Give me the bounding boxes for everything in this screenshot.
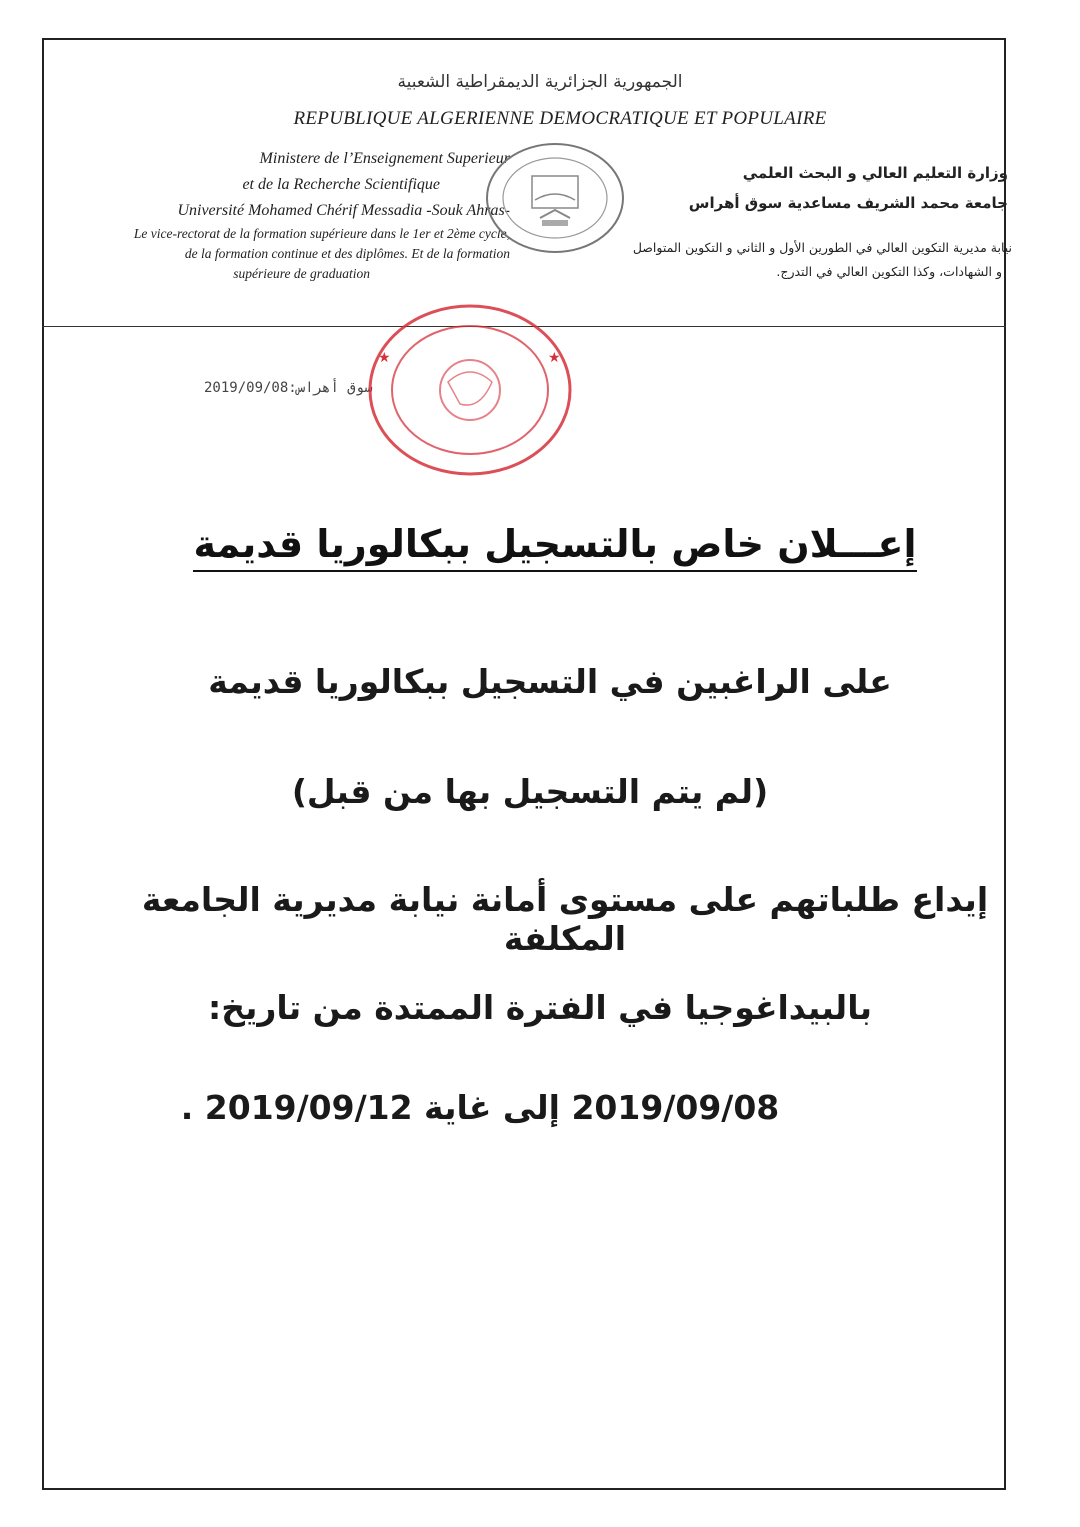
fr-vice-line-2: de la formation continue et des diplômes. Et de la formation: [184, 246, 510, 261]
fr-university-line: Université Mohamed Chérif Messadia -Souk Ahras-: [177, 202, 510, 219]
fr-vice-line-1: Le vice-rectorat de la formation supérieure dans le 1er et 2ème cycle,: [133, 226, 510, 241]
fr-ministry-line-2: et de la Recherche Scientifique: [242, 176, 440, 193]
fr-vice-line-3: supérieure de graduation: [233, 266, 370, 281]
fr-header-block: [60, 146, 510, 284]
ar-ministry-line: وزارة التعليم العالي و البحث العلمي: [742, 164, 1008, 182]
announcement-line-5: 2019/09/08 إلى غاية 2019/09/12 .: [180, 1088, 780, 1127]
svg-text:★: ★: [378, 350, 391, 366]
announcement-line-1: على الراغبين في التسجيل ببكالوريا قديمة: [208, 662, 892, 701]
svg-text:★: ★: [548, 350, 561, 366]
ar-vice-line-2: و الشهادات، وكذا التكوين العالي في التدرج.: [776, 264, 1002, 279]
ar-vice-line-1: نيابة مديرية التكوين العالي في الطورين الأول و الثاني و التكوين المتواصل: [632, 240, 1012, 255]
official-stamp: [360, 300, 580, 480]
announcement-title-text: إعـــلان خاص بالتسجيل ببكالوريا قديمة: [193, 522, 916, 572]
date-line: سوق أهراس:2019/09/08: [204, 380, 373, 396]
fr-ministry-line-1: Ministere de l’Enseignement Superieur: [259, 150, 510, 167]
announcement-line-3: إيداع طلباتهم على مستوى أمانة نيابة مديرية الجامعة المكلفة: [141, 880, 989, 958]
ar-header-block: [588, 158, 1008, 218]
announcement-line-2: (لم يتم التسجيل بها من قبل): [291, 772, 769, 811]
ar-university-line: جامعة محمد الشريف مساعدية سوق أهراس: [688, 194, 1008, 212]
fr-republic-header: REPUBLIQUE ALGERIENNE DEMOCRATIQUE ET POPULAIRE: [293, 108, 827, 129]
announcement-line-4: بالبيداغوجيا في الفترة الممتدة من تاريخ:: [208, 988, 872, 1027]
ar-vice-block: [552, 236, 1012, 284]
ar-republic-header: الجمهورية الجزائرية الديمقراطية الشعبية: [397, 72, 683, 92]
announcement-title: [0, 522, 1080, 566]
